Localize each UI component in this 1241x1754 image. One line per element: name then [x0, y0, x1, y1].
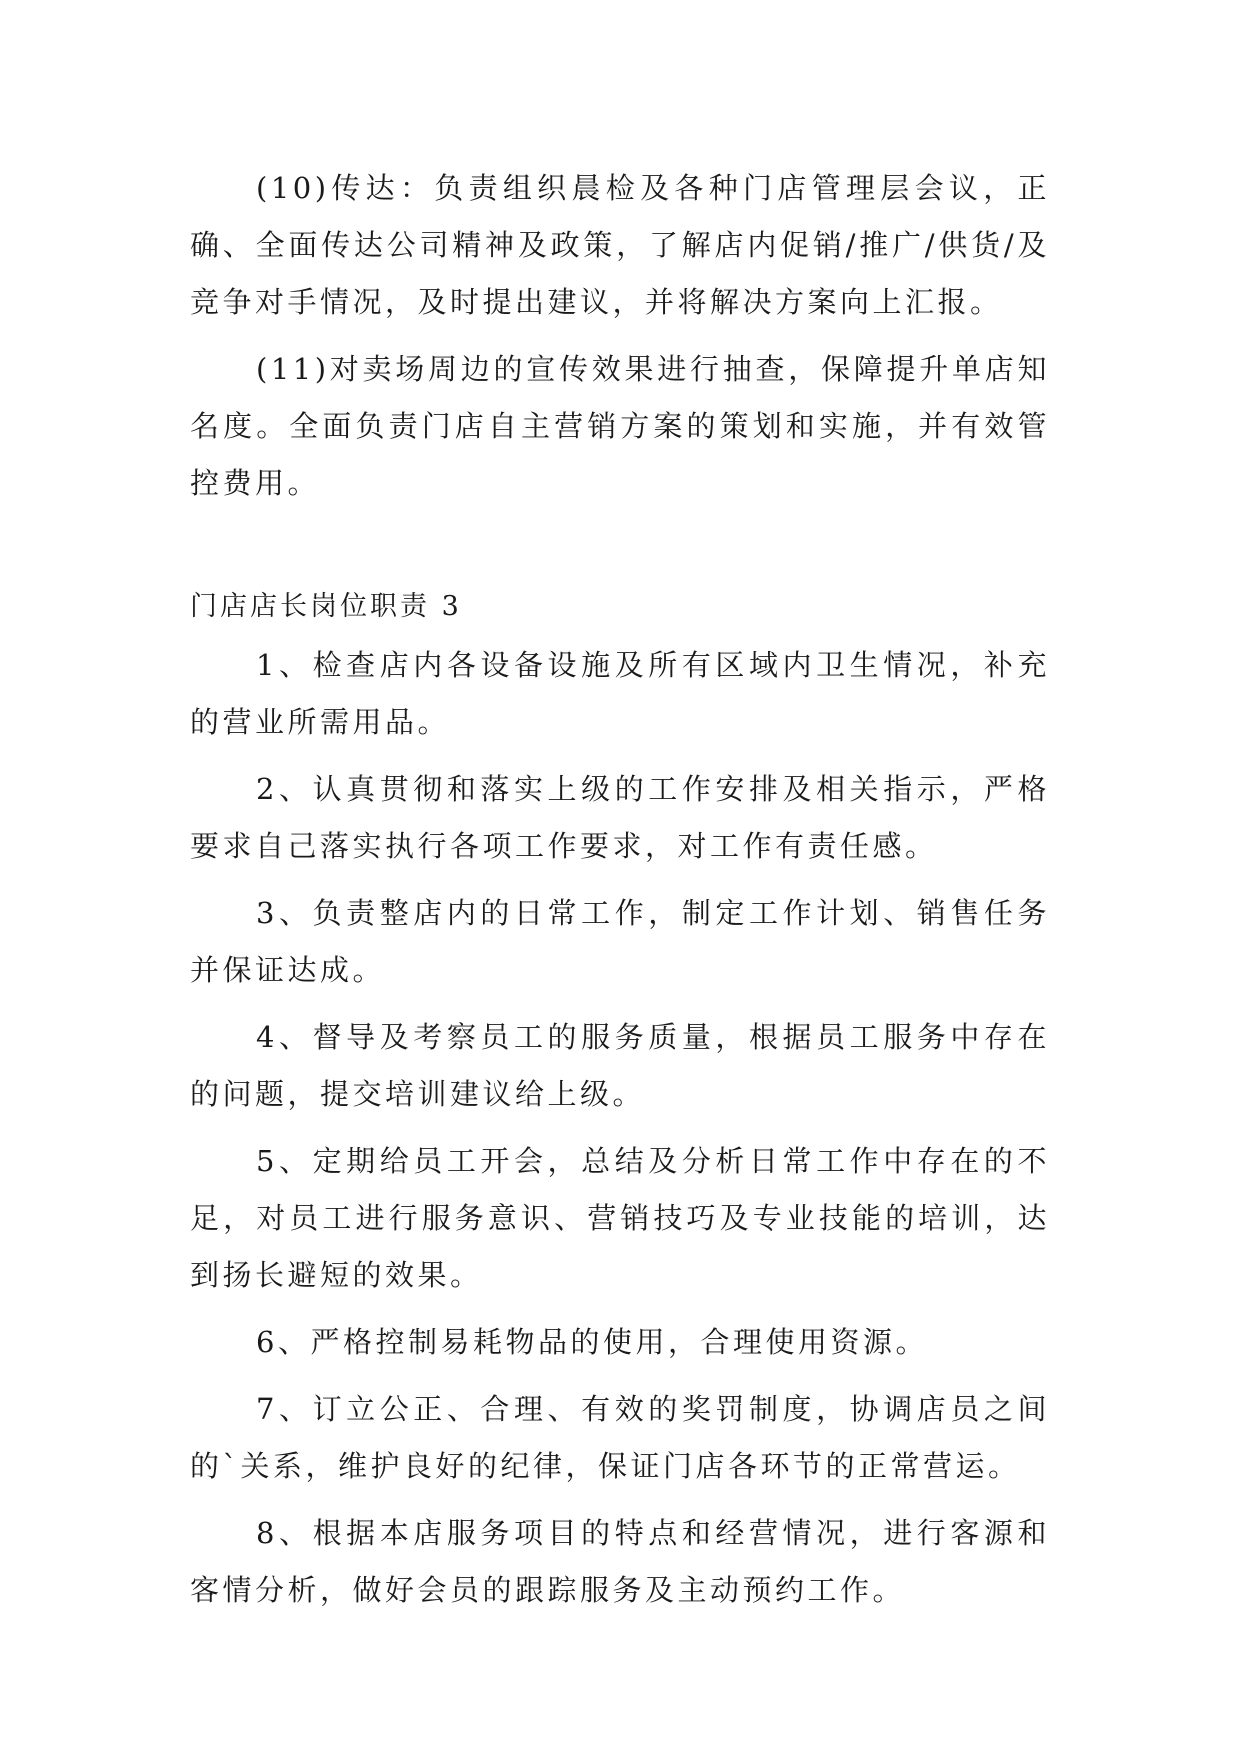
duty-item-3: 3、负责整店内的日常工作，制定工作计划、销售任务并保证达成。	[190, 896, 1050, 987]
section-title: 门店店长岗位职责 3	[190, 591, 462, 622]
document-page	[190, 160, 1050, 1629]
duty-item-4: 4、督导及考察员工的服务质量，根据员工服务中存在的问题，提交培训建议给上级。	[190, 1020, 1050, 1111]
duty-item-7: 7、订立公正、合理、有效的奖罚制度，协调店员之间的`关系，维护良好的纪律，保证门店各环节的正常营运。	[190, 1392, 1050, 1483]
paragraph-item-11: (11)对卖场周边的宣传效果进行抽查，保障提升单店知名度。全面负责门店自主营销方案的策划和实施，并有效管控费用。	[190, 352, 1050, 500]
paragraph-item-10: (10)传达：负责组织晨检及各种门店管理层会议，正确、全面传达公司精神及政策，了解店内促销/推广/供货/及竞争对手情况，及时提出建议，并将解决方案向上汇报。	[190, 171, 1050, 319]
duty-item-6: 6、严格控制易耗物品的使用，合理使用资源。	[256, 1325, 928, 1359]
duty-item-5: 5、定期给员工开会，总结及分析日常工作中存在的不足，对员工进行服务意识、营销技巧及专业技能的培训，达到扬长避短的效果。	[190, 1144, 1050, 1292]
duty-list	[190, 637, 1050, 1619]
duty-item-1: 1、检查店内各设备设施及所有区域内卫生情况，补充的营业所需用品。	[190, 648, 1050, 739]
duty-item-2: 2、认真贯彻和落实上级的工作安排及相关指示，严格要求自己落实执行各项工作要求，对工作有责任感。	[190, 772, 1050, 863]
duty-item-8: 8、根据本店服务项目的特点和经营情况，进行客源和客情分析，做好会员的跟踪服务及主动预约工作。	[190, 1516, 1050, 1607]
